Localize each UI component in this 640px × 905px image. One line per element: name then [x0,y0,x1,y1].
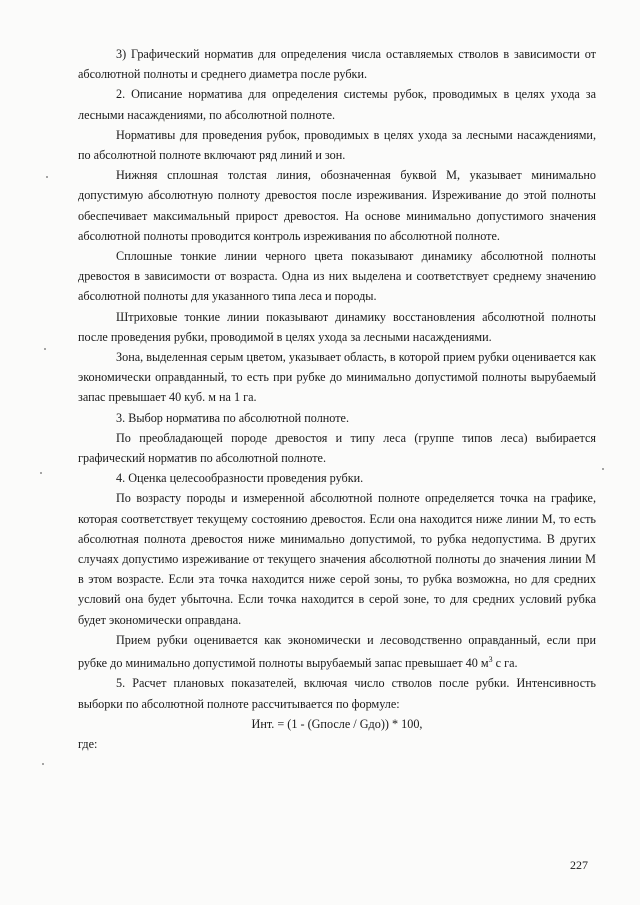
paragraph-section-4: 4. Оценка целесообразности проведения рубки. [116,471,364,486]
paragraph-dashed-lines: Штриховые тонкие линии показывают динамику восстановления абсолютной полноты после проведения рубки, проводимой в целях ухода за лесными насаждениями. [78,309,596,344]
paragraph-line-m: Нижняя сплошная толстая линия, обозначенная буквой М, указывает минимально допустимую абсолютную полноту древостоя после изреживания. Изреживание до этой полноты обеспечивает максимальный прирост древостоя. На основе минимально допустимого значения абсолютной полноты проводится контроль изреживания по абсолютной полноте. [78,168,596,243]
paragraph-graphic-norm-3: 3) Графический норматив для определения числа оставляемых стволов в зависимости от абсолютной полноты и среднего диаметра после рубки. [78,47,596,82]
priem-text-end: с га. [492,656,518,671]
paragraph-thin-lines: Сплошные тонкие линии черного цвета показывают динамику абсолютной полноты древостоя в зависимости от возраста. Одна из них выделена и соответствует среднему значению абсолютной полноты для указанного типа леса и породы. [78,249,596,304]
paragraph-gray-zone: Зона, выделенная серым цветом, указывает область, в которой прием рубки оценивается как экономически оправданный, то есть при рубке до минимально допустимой полноты вырубаемый запас превышает 40 куб. м на 1 га. [78,350,596,405]
scan-speck [46,176,48,178]
formula: Инт. = (1 - (Gпосле / Gдо)) * 100, [251,716,423,731]
priem-superscript: 3 [488,655,493,665]
scan-speck [44,348,46,350]
where-label: где: [78,736,98,751]
priem-text: Прием рубки оценивается как экономически и лесоводственно оправданный, если при рубке до минимально допустимой полноты вырубаемый запас превышает 40 м [78,632,596,671]
paragraph-priem [78,630,596,673]
paragraph-section-3: 3. Выбор норматива по абсолютной полноте. [116,410,350,425]
paragraph-section-2: 2. Описание норматива для определения системы рубок, проводимых в целях ухода за лесными насаждениями, по абсолютной полноте. [78,87,596,122]
paragraph-norms-intro: Нормативы для проведения рубок, проводимых в целях ухода за лесными насаждениями, по абсолютной полноте включают ряд линий и зон. [78,127,596,163]
scan-speck [40,472,42,474]
scan-speck [602,468,604,470]
scan-speck [42,763,44,765]
paragraph-section-5: 5. Расчет плановых показателей, включая число стволов после рубки. Интенсивность выборки по абсолютной полноте рассчитывается по формуле: [78,676,596,711]
paragraph-assessment: По возрасту породы и измеренной абсолютной полноте определяется точка на графике, которая соответствует текущему состоянию древостоя. Если она находится ниже линии М, то есть абсолютная полнота древостоя ниже минимально допустимой, то рубка недопустима. В других случаях допустимо изреживание от текущего значения абсолютной полноты до значения линии М в этом возрасте. Если эта точка находится ниже серой зоны, то рубка возможна, но для средних условий она будет убыточна. Если точка находится в серой зоне, то для средних условий рубка будет экономически оправдана. [78,491,596,627]
paragraph-select-norm: По преобладающей породе древостоя и типу леса (группе типов леса) выбирается графический норматив по абсолютной полноте. [78,430,596,466]
body-text [78,44,596,754]
page-number: 227 [570,858,588,872]
